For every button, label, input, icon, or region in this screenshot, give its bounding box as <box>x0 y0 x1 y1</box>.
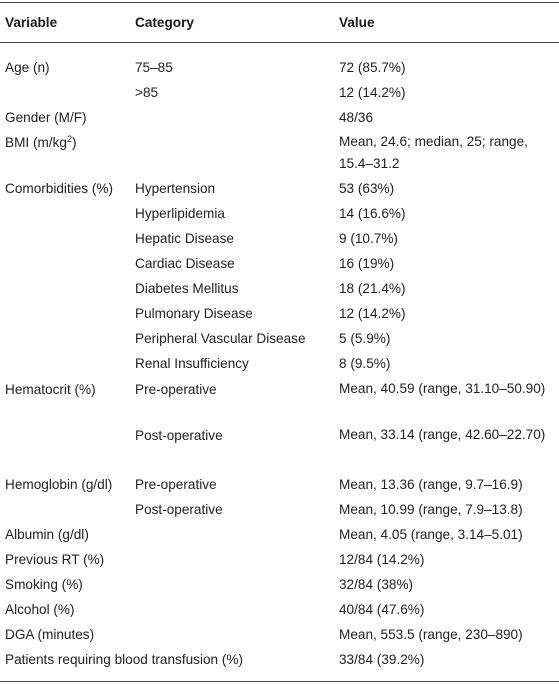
value-cell: 72 (85.7%) <box>339 60 406 75</box>
category-cell: Pre-operative <box>135 477 217 492</box>
category-cell: Hypertension <box>135 181 216 196</box>
value-cell: Mean, 553.5 (range, 230–890) <box>339 627 523 642</box>
value-cell: 40/84 (47.6%) <box>339 602 425 617</box>
value-cell: 12/84 (14.2%) <box>339 552 425 567</box>
variable-cell: Age (n) <box>5 60 50 75</box>
category-cell: >85 <box>135 85 159 100</box>
header-variable: Variable <box>5 15 58 30</box>
variable-cell: Hemoglobin (g/dl) <box>5 477 113 492</box>
variable-cell: Gender (M/F) <box>5 110 87 125</box>
category-cell: Post-operative <box>135 502 223 517</box>
value-cell: 8 (9.5%) <box>339 356 391 371</box>
value-cell: 12 (14.2%) <box>339 85 406 100</box>
category-cell: Pulmonary Disease <box>135 306 253 321</box>
value-cell: 5 (5.9%) <box>339 331 391 346</box>
value-cell: 12 (14.2%) <box>339 306 406 321</box>
value-cell: 33/84 (39.2%) <box>339 652 425 667</box>
category-cell: Post-operative <box>135 428 223 443</box>
header-category: Category <box>135 15 194 30</box>
value-cell: 9 (10.7%) <box>339 231 398 246</box>
category-cell: Hyperlipidemia <box>135 206 225 221</box>
category-cell: Pre-operative <box>135 382 217 397</box>
value-cell: Mean, 33.14 (range, 42.60–22.70) <box>339 427 546 442</box>
value-cell: 16 (19%) <box>339 256 395 271</box>
value-cell: Mean, 40.59 (range, 31.10–50.90) <box>339 381 546 396</box>
variable-cell: Alcohol (%) <box>5 602 75 617</box>
header-value: Value <box>339 15 375 30</box>
header-rule <box>0 42 559 43</box>
value-cell: Mean, 10.99 (range, 7.9–13.8) <box>339 502 523 517</box>
value-cell: 48/36 <box>339 110 374 125</box>
value-cell: Mean, 24.6; median, 25; range, 15.4–31.2 <box>339 134 528 171</box>
variable-cell: Comorbidities (%) <box>5 181 114 196</box>
category-cell: Cardiac Disease <box>135 256 235 271</box>
bottom-rule <box>0 681 559 682</box>
variable-cell: Albumin (g/dl) <box>5 527 89 542</box>
variable-cell: Patients requiring blood transfusion (%) <box>5 652 244 667</box>
category-cell: Hepatic Disease <box>135 231 234 246</box>
variable-cell: BMI $(m/kg^2)$ <box>5 134 77 150</box>
category-cell: Peripheral Vascular Disease <box>135 331 306 346</box>
value-cell: 14 (16.6%) <box>339 206 406 221</box>
value-cell: Mean, 4.05 (range, 3.14–5.01) <box>339 527 523 542</box>
variable-cell: Hematocrit (%) <box>5 382 96 397</box>
category-cell: Renal Insufficiency <box>135 356 249 371</box>
category-cell: 75–85 <box>135 60 173 75</box>
variable-cell: Smoking (%) <box>5 577 83 592</box>
value-cell: 18 (21.4%) <box>339 281 406 296</box>
value-cell: 53 (63%) <box>339 181 395 196</box>
variable-cell: Previous RT (%) <box>5 552 105 567</box>
value-cell: 32/84 (38%) <box>339 577 414 592</box>
value-cell: Mean, 13.36 (range, 9.7–16.9) <box>339 477 523 492</box>
variable-cell: DGA (minutes) <box>5 627 95 642</box>
top-rule <box>0 2 559 3</box>
category-cell: Diabetes Mellitus <box>135 281 239 296</box>
